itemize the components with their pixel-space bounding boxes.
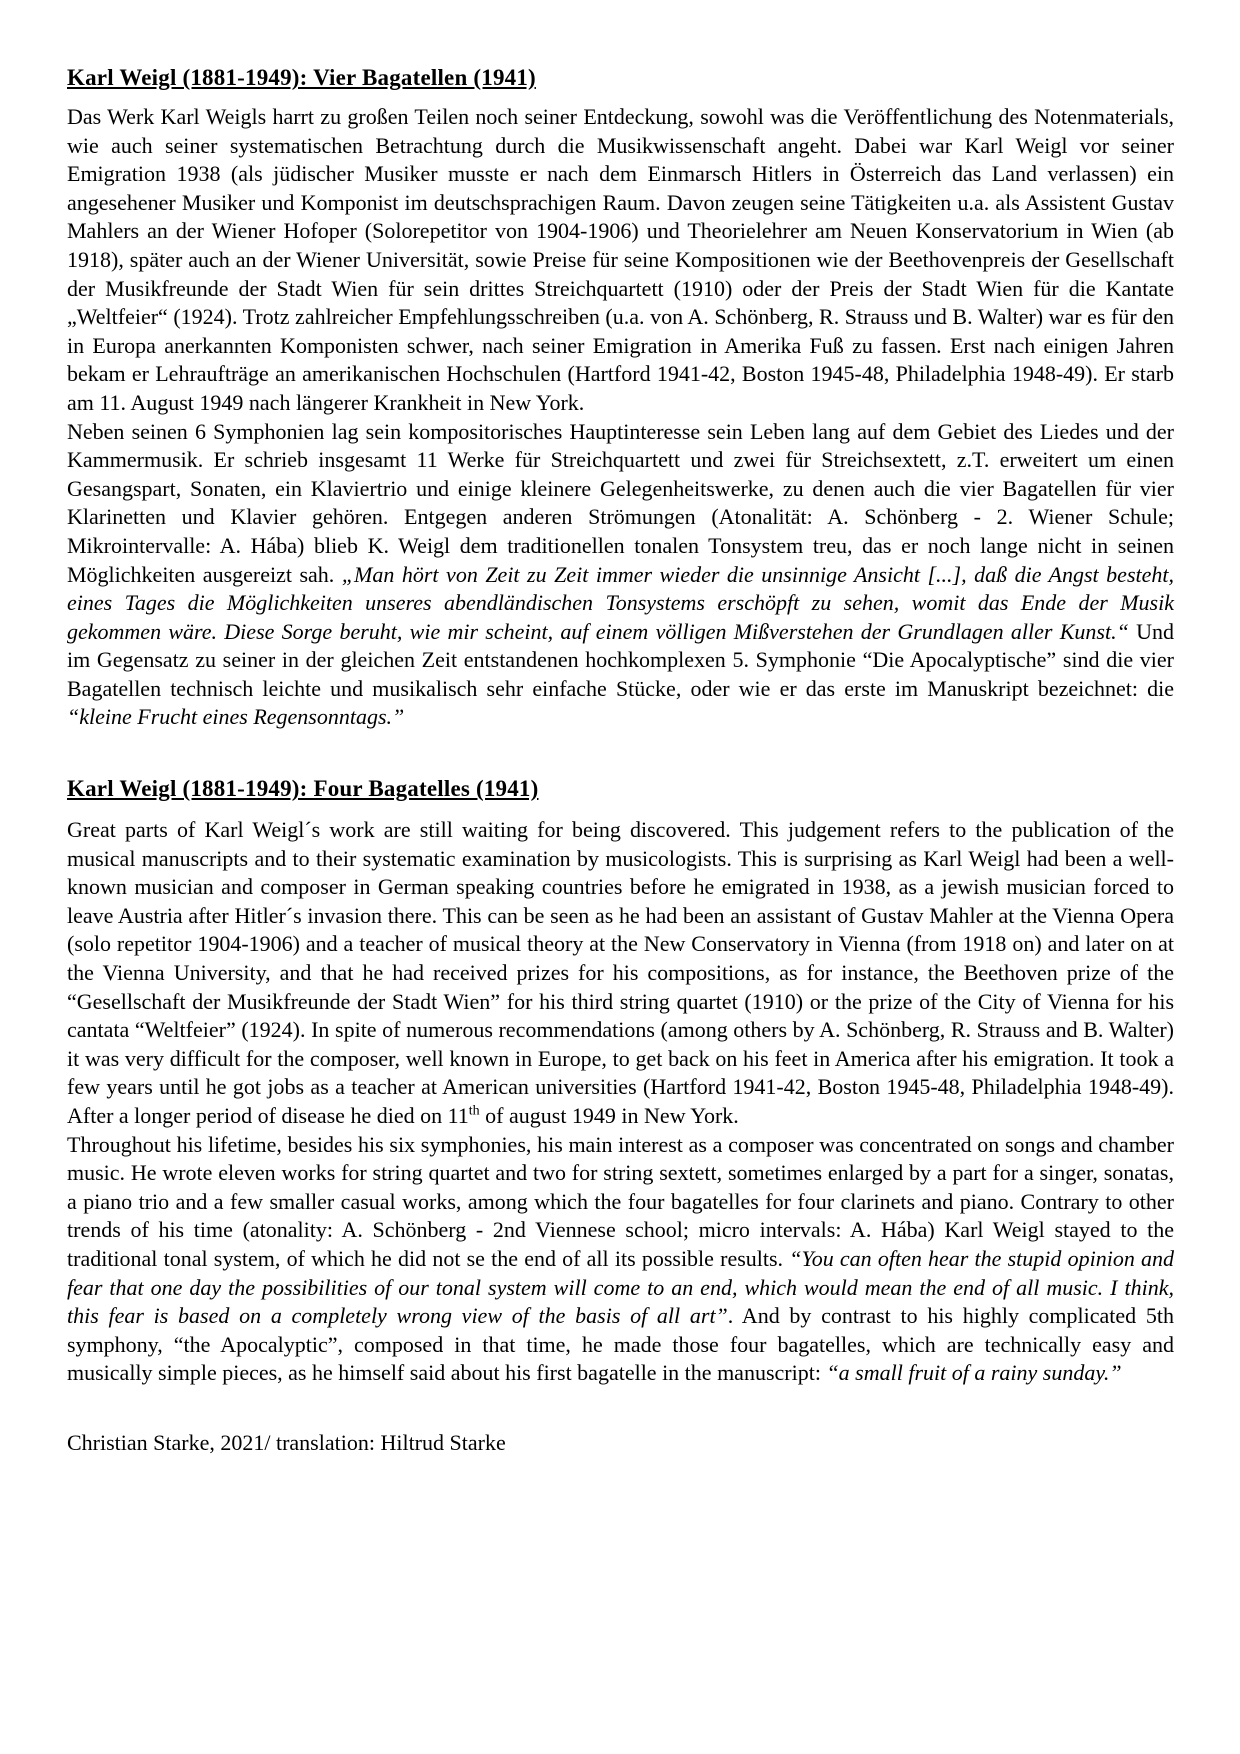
english-p1-run-normal-2: of august 1949 in New York. (479, 1103, 739, 1128)
german-section-heading: Karl Weigl (1881-1949): Vier Bagatellen (1941) (67, 65, 536, 90)
english-paragraph-1 (67, 816, 1174, 1131)
german-paragraph-2 (67, 418, 1174, 733)
author-credit-line: Christian Starke, 2021/ translation: Hiltrud Starke (67, 1429, 506, 1455)
german-p2-quote-1: „Man hört von Zeit zu Zeit immer wieder die unsinnige Ansicht [...], daß die Angst besteht, eines Tages die Möglichkeiten unseres abendländischen Tonsystems erschöpft zu sehen, womit das Ende der Musik gekommen wäre. Diese Sorge beruht, wie mir scheint, auf einem völligen Mißverstehen der Grundlagen aller Kunst.“ (67, 561, 1174, 644)
english-p2-run-normal-1: Throughout his lifetime, besides his six symphonies, his main interest as a composer was concentrated on songs and chamber music. He wrote eleven works for string quartet and two for string sextett, sometimes enlarged by a part for a singer, sonatas, a piano trio and a few smaller casual works, among which the four bagatelles for four clarinets and piano. Contrary to other trends of his time (atonality: A. Schönberg - 2nd Viennese school; micro intervals: A. Hába) Karl Weigl stayed to the traditional tonal system, of which he did not se the end of all its possible results. (67, 1131, 1174, 1271)
english-section-heading: Karl Weigl (1881-1949): Four Bagatelles (1941) (67, 776, 539, 802)
english-p2-run-normal-2: . And by contrast to his highly complicated 5th symphony, “the Apocalyptic”, composed in that time, he made those four bagatelles, which are technically easy and musically simple pieces, as he himself said about his first bagatelle in the manuscript: (67, 1303, 1174, 1386)
english-paragraph-2 (67, 1131, 1174, 1388)
english-p2-quote-2: “a small fruit of a rainy sunday.” (826, 1360, 1122, 1386)
english-p1-run-normal-1: Great parts of Karl Weigl´s work are still waiting for being discovered. This judgement refers to the publication of the musical manuscripts and to their systematic examination by musicologists. This is surprising as Karl Weigl had been a well-known musician and composer in German speaking countries before he emigrated in 1938, as a jewish musician forced to leave Austria after Hitler´s invasion there. This can be seen as he had been an assistant of Gustav Mahler at the Vienna Opera (solo repetitor 1904-1906) and a teacher of musical theory at the New Conservatory in Vienna (from 1918 on) and later on at the Vienna University, and that he had received prizes for his compositions, as for instance, the Beethoven prize of the “Gesellschaft der Musikfreunde der Stadt Wien” for his third string quartet (1910) or the prize of the City of Vienna for his cantata “Weltfeier” (1924). In spite of numerous recommendations (among others by A. Schönberg, R. Strauss and B. Walter) it was very difficult for the composer, well known in Europe, to get back on his feet in America after his emigration. It took a few years until he got jobs as a teacher at American universities (Hartford 1941-42, Boston 1945-48, Philadelphia 1948-49). After a longer period of disease he died on 11 (67, 817, 1174, 1128)
german-p2-run-normal-1: Neben seinen 6 Symphonien lag sein kompositorisches Hauptinteresse sein Leben lang auf dem Gebiet des Liedes und der Kammermusik. Er schrieb insgesamt 11 Werke für Streichquartett und zwei für Streichsextett, z.T. erweitert um einen Gesangspart, Sonaten, ein Klaviertrio und einige kleinere Gelegenheitswerke, zu denen auch die vier Bagatellen für vier Klarinetten und Klavier gehören. Entgegen anderen Strömungen (Atonalität: A. Schönberg - 2. Wiener Schule; Mikrointervalle: A. Hába) blieb K. Weigl dem traditionellen tonalen Tonsystem treu, das er noch lange nicht in seinen Möglichkeiten ausgereizt sah. (67, 418, 1174, 587)
english-p1-ordinal-superscript: th (468, 1103, 480, 1119)
english-p2-quote-1: “You can often hear the stupid opinion and fear that one day the possibilities of our tonal system will come to an end, which would mean the end of all music. I think, this fear is based on a completely wrong view of the basis of all art” (67, 1245, 1175, 1329)
german-paragraph-1: Das Werk Karl Weigls harrt zu großen Teilen noch seiner Entdeckung, sowohl was die Veröffentlichung des Notenmaterials, wie auch seiner systematischen Betrachtung durch die Musikwissenschaft angeht. Dabei war Karl Weigl vor seiner Emigration 1938 (als jüdischer Musiker musste er nach dem Einmarsch Hitlers in Österreich das Land verlassen) ein angesehener Musiker und Komponist im deutschsprachigen Raum. Davon zeugen seine Tätigkeiten u.a. als Assistent Gustav Mahlers an der Wiener Hofoper (Solorepetitor von 1904-1906) und Theorielehrer am Neuen Konservatorium in Wien (ab 1918), später auch an der Wiener Universität, sowie Preise für seine Kompositionen wie der Beethovenpreis der Gesellschaft der Musikfreunde der Stadt Wien für sein drittes Streichquartett (1910) oder der Preis der Stadt Wien für die Kantate „Weltfeier“ (1924). Trotz zahlreicher Empfehlungsschreiben (u.a. von A. Schönberg, R. Strauss und B. Walter) war es für den in Europa anerkannten Komponisten schwer, nach seiner Emigration in Amerika Fuß zu fassen. Erst nach einigen Jahren bekam er Lehraufträge an amerikanischen Hochschulen (Hartford 1941-42, Boston 1945-48, Philadelphia 1948-49). Er starb am 11. August 1949 nach längerer Krankheit in New York. (67, 104, 1174, 415)
german-p2-run-normal-2: Und im Gegensatz zu seiner in der gleichen Zeit entstandenen hochkomplexen 5. Symphonie “Die Apocalyptische” sind die vier Bagatellen technisch leichte und musikalisch sehr einfache Stücke, oder wie er das erste im Manuskript bezeichnet: die (67, 618, 1175, 701)
german-p2-quote-2: “kleine Frucht eines Regensonntags.” (67, 704, 405, 730)
